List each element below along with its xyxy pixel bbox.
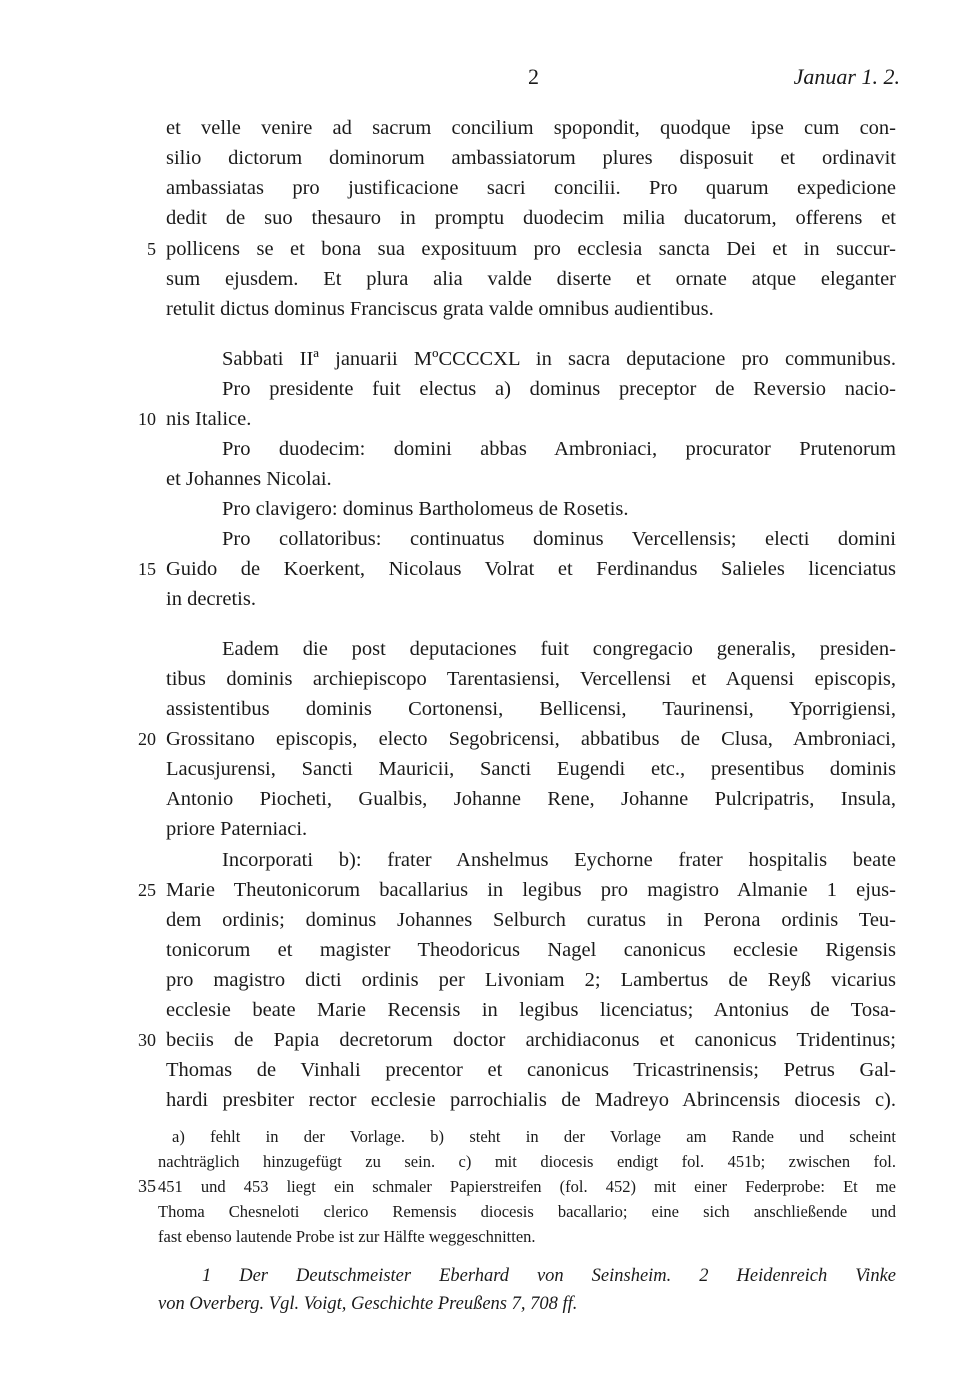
text-line: Pro presidente fuit electus a) dominus preceptor de Reversio nacio- (222, 378, 896, 400)
commentary-footnote-line: 1 Der Deutschmeister Eberhard von Seinsheim. 2 Heidenreich Vinke (202, 1266, 896, 1286)
text-line: Antonio Piocheti, Gualbis, Johanne Rene, Johanne Pulcripatris, Insula, (166, 788, 896, 810)
running-title: Januar 1. 2. (793, 64, 900, 89)
text-line: pollicens se et bona sua exposituum pro ecclesia sancta Dei et in succur- (166, 238, 896, 260)
text-line: tibus dominis archiepiscopo Tarentasiensi, Vercellensi et Aquensi episcopis, (166, 668, 896, 690)
text-line: in decretis. (166, 588, 256, 610)
text-line: Grossitano episcopis, electo Segobricensi, abbatibus de Clusa, Ambroniaci, (166, 728, 896, 750)
text-line: Pro collatoribus: continuatus dominus Vercellensis; electi domini (222, 528, 896, 550)
text-line: Guido de Koerkent, Nicolaus Volrat et Ferdinandus Salieles licenciatus (166, 558, 896, 580)
page-number: 2 (528, 64, 539, 89)
text-line: silio dictorum dominorum ambassiatorum plures disposuit et ordinavit (166, 147, 896, 169)
text-line: et velle venire ad sacrum concilium spopondit, quodque ipse cum con- (166, 117, 896, 139)
line-number: 30 (138, 1030, 156, 1050)
text-line: assistentibus dominis Cortonensi, Bellicensi, Taurinensi, Yporrigiensi, (166, 698, 896, 720)
text-line: dem ordinis; dominus Johannes Selburch curatus in Perona ordinis Teu- (166, 909, 896, 931)
line-number: 20 (138, 729, 156, 749)
text-line: tonicorum et magister Theodoricus Nagel canonicus ecclesie Rigensis (166, 939, 896, 961)
text-line: ecclesie beate Marie Recensis in legibus licenciatus; Antonius de Tosa- (166, 999, 896, 1021)
line-number: 35 (138, 1176, 156, 1196)
text-line: hardi presbiter rector ecclesie parrochialis de Madreyo Abrincensis diocesis c). (166, 1089, 896, 1111)
text-line: pro magistro dicti ordinis per Livoniam 2; Lambertus de Reyß vicarius (166, 969, 896, 991)
text-line: priore Paterniaci. (166, 818, 308, 840)
text-line: ambassiatas pro justificacione sacri concilii. Pro quarum expedicione (166, 177, 896, 199)
text-line: Pro duodecim: domini abbas Ambroniaci, procurator Prutenorum (222, 438, 896, 460)
footnote-line: Thoma Chesneloti clerico Remensis diocesis bacallario; eine sich anschließende und (158, 1202, 896, 1221)
text-line: dedit de suo thesauro in promptu duodecim milia ducatorum, offerens et (166, 207, 896, 229)
text-line: Thomas de Vinhali precentor et canonicus Tricastrinensis; Petrus Gal- (166, 1059, 896, 1081)
footnote-line: 451 und 453 liegt ein schmaler Papierstreifen (fol. 452) mit einer Federprobe: Et me (158, 1177, 896, 1196)
text-line: Pro clavigero: dominus Bartholomeus de Rosetis. (222, 498, 629, 520)
footnote-line: fast ebenso lautende Probe ist zur Hälfte weggeschnitten. (158, 1227, 536, 1246)
text-line: Lacusjurensi, Sancti Mauricii, Sancti Eugendi etc., presentibus dominis (166, 758, 896, 780)
text-line: beciis de Papia decretorum doctor archidiaconus et canonicus Tridentinus; (166, 1029, 896, 1051)
text-line: et Johannes Nicolai. (166, 468, 332, 490)
footnote-line: a) fehlt in der Vorlage. b) steht in der Vorlage am Rande und scheint (172, 1127, 896, 1146)
line-number: 25 (138, 880, 156, 900)
text-line: Incorporati b): frater Anshelmus Eychorne frater hospitalis beate (222, 849, 896, 871)
text-line: Eadem die post deputaciones fuit congregacio generalis, presiden- (222, 638, 896, 660)
page-header (0, 64, 960, 94)
text-line: Marie Theutonicorum bacallarius in legibus pro magistro Almanie 1 ejus- (166, 879, 896, 901)
line-number: 5 (147, 239, 156, 259)
text-line: retulit dictus dominus Franciscus grata valde omnibus audientibus. (166, 298, 714, 320)
line-number: 10 (138, 409, 156, 429)
commentary-footnote-line: von Overberg. Vgl. Voigt, Geschichte Preußens 7, 708 ff. (158, 1294, 578, 1314)
line-number: 15 (138, 559, 156, 579)
text-line: nis Italice. (166, 408, 252, 430)
text-line: sum ejusdem. Et plura alia valde diserte et ornate atque eleganter (166, 268, 896, 290)
text-line: Sabbati IIª januarii MºCCCCXL in sacra deputacione pro communibus. (222, 348, 896, 370)
footnote-line: nachträglich hinzugefügt zu sein. c) mit diocesis endigt fol. 451b; zwischen fol. (158, 1152, 896, 1171)
